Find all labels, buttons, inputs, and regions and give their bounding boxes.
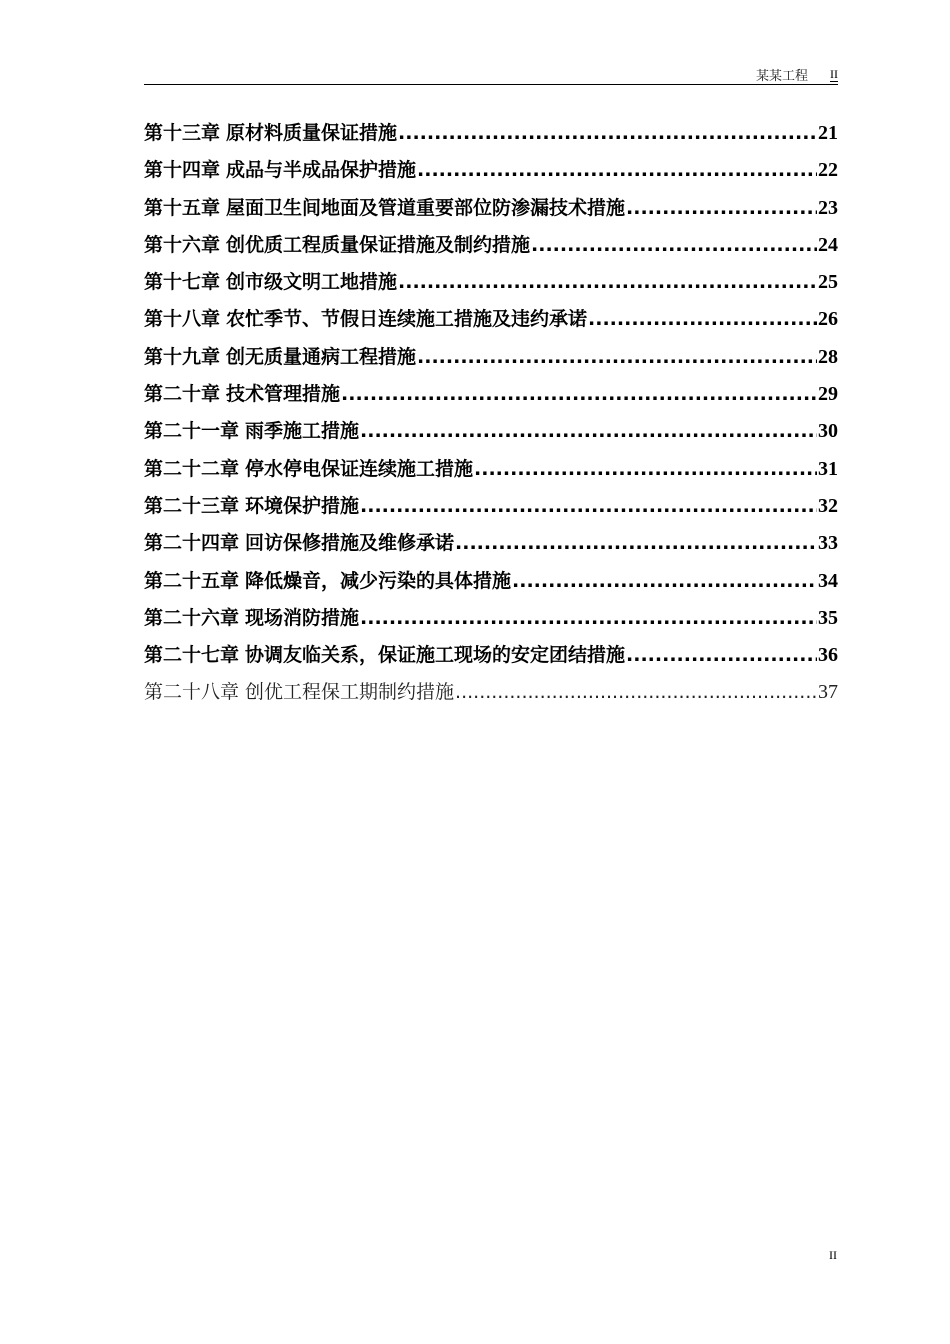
toc-chapter-number: 第十六章 [144, 233, 221, 256]
toc-dot-leader [455, 532, 817, 554]
toc-entry[interactable] [144, 528, 838, 565]
toc-chapter-number: 第二十四章 [144, 532, 240, 555]
toc-dot-leader [588, 308, 817, 330]
toc-chapter-number: 第十八章 [144, 308, 221, 331]
header-page-number: II [830, 67, 838, 81]
toc-chapter-title: 成品与半成品保护措施 [226, 159, 417, 182]
toc-chapter-number: 第十四章 [144, 159, 221, 182]
toc-chapter-title: 创优质工程质量保证措施及制约措施 [226, 233, 531, 256]
toc-chapter-number: 第十九章 [144, 345, 221, 368]
toc-entry[interactable] [144, 342, 838, 379]
toc-dot-leader [626, 197, 817, 219]
toc-chapter-number: 第十五章 [144, 196, 221, 219]
toc-dot-leader [531, 234, 817, 256]
toc-entry[interactable] [144, 416, 838, 453]
toc-entry[interactable] [144, 566, 838, 603]
toc-dot-leader [398, 271, 817, 293]
toc-dot-leader [512, 570, 817, 592]
toc-dot-leader [341, 383, 817, 405]
toc-page-number: 31 [818, 457, 838, 480]
toc-chapter-number: 第十三章 [144, 122, 221, 144]
toc-dot-leader [360, 495, 817, 517]
toc-entry[interactable] [144, 118, 838, 155]
toc-chapter-number: 第二十八章 [144, 681, 240, 704]
toc-page-number: 33 [818, 532, 838, 555]
toc-page-number: 22 [818, 159, 838, 182]
toc-chapter-number: 第二十六章 [144, 606, 240, 629]
toc-chapter-number: 第二十章 [144, 383, 221, 406]
page-header [144, 62, 838, 85]
toc-chapter-title: 停水停电保证连续施工措施 [245, 457, 474, 480]
toc-entry[interactable] [144, 454, 838, 491]
toc-entry[interactable] [144, 491, 838, 528]
toc-entry[interactable] [144, 640, 838, 677]
toc-entry[interactable] [144, 193, 838, 230]
toc-entry[interactable] [144, 155, 838, 192]
toc-chapter-title: 技术管理措施 [226, 383, 341, 406]
footer-page-number: II [829, 1248, 837, 1262]
toc-chapter-title: 现场消防措施 [245, 606, 360, 629]
toc-page-number: 34 [818, 569, 838, 592]
toc-entry[interactable] [144, 677, 838, 714]
toc-chapter-title: 回访保修措施及维修承诺 [245, 532, 455, 555]
toc-chapter-title: 创市级文明工地措施 [226, 271, 398, 294]
toc-chapter-number: 第十七章 [144, 271, 221, 294]
toc-page-number: 24 [818, 233, 838, 256]
toc-chapter-title: 原材料质量保证措施 [226, 122, 398, 144]
toc-dot-leader [398, 122, 817, 144]
toc-chapter-title: 雨季施工措施 [245, 420, 360, 443]
toc-page-number: 29 [818, 383, 838, 406]
header-title: 某某工程 [755, 69, 808, 84]
toc-page-number: 30 [818, 420, 838, 443]
toc-entry[interactable] [144, 379, 838, 416]
toc-dot-leader [474, 458, 817, 480]
toc-entry[interactable] [144, 230, 838, 267]
table-of-contents [144, 118, 838, 715]
toc-dot-leader [360, 420, 817, 442]
toc-chapter-title: 屋面卫生间地面及管道重要部位防渗漏技术措施 [226, 196, 626, 219]
toc-chapter-number: 第二十七章 [144, 644, 240, 667]
toc-entry[interactable] [144, 603, 838, 640]
toc-page-number: 32 [818, 494, 838, 517]
toc-page-number: 23 [818, 196, 838, 219]
toc-chapter-title: 协调友临关系，保证施工现场的安定团结措施 [245, 644, 626, 667]
toc-chapter-title: 环境保护措施 [245, 494, 360, 517]
toc-page-number: 28 [818, 345, 838, 368]
toc-page-number: 21 [818, 122, 838, 144]
toc-dot-leader [626, 644, 817, 666]
toc-chapter-number: 第二十五章 [144, 569, 240, 592]
toc-page-number: 26 [818, 308, 838, 331]
toc-chapter-title: 创优工程保工期制约措施 [245, 681, 455, 704]
toc-dot-leader [455, 681, 817, 703]
toc-page-number: 37 [818, 681, 838, 704]
toc-chapter-title: 农忙季节、节假日连续施工措施及违约承诺 [226, 308, 588, 331]
toc-page-number: 35 [818, 606, 838, 629]
toc-dot-leader [360, 607, 817, 629]
toc-entry[interactable] [144, 267, 838, 304]
toc-chapter-title: 降低燥音，减少污染的具体措施 [245, 569, 512, 592]
toc-entry[interactable] [144, 304, 838, 341]
toc-chapter-number: 第二十三章 [144, 494, 240, 517]
toc-dot-leader [417, 346, 817, 368]
toc-page-number: 25 [818, 271, 838, 294]
toc-chapter-title: 创无质量通病工程措施 [226, 345, 417, 368]
toc-dot-leader [417, 159, 817, 181]
toc-chapter-number: 第二十二章 [144, 457, 240, 480]
toc-chapter-number: 第二十一章 [144, 420, 240, 443]
toc-page-number: 36 [818, 644, 838, 667]
